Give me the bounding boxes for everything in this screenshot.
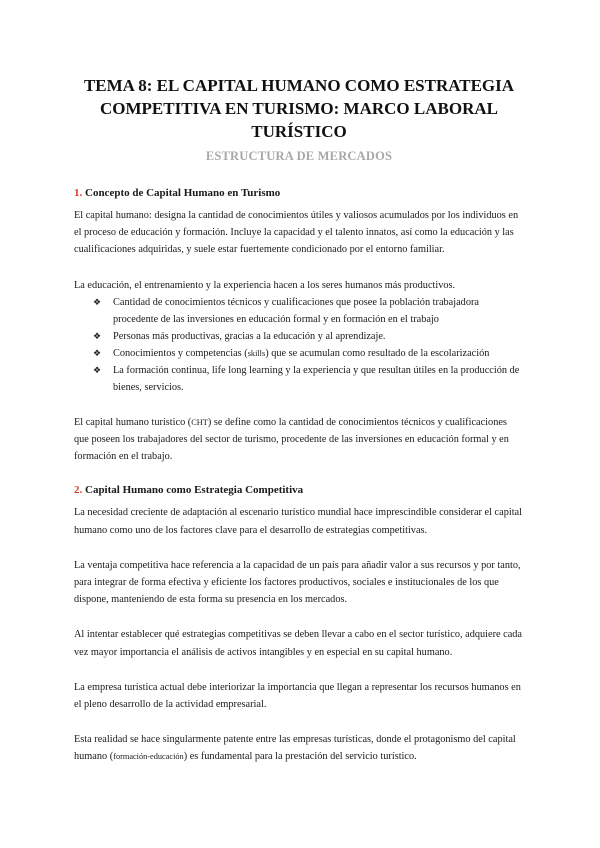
paragraph-text-before: El capital humano turístico ( xyxy=(74,416,192,428)
diamond-bullet-icon: ❖ xyxy=(93,364,102,375)
list-item-text: Cantidad de conocimientos técnicos y cualificaciones que posee la población trabajadora procedente de las inversiones en educación formal y en formación en el trabajo xyxy=(113,296,479,325)
paragraph-text-small: formación-educación xyxy=(113,752,184,762)
page-subtitle: ESTRUCTURA DE MERCADOS xyxy=(205,149,393,163)
list-item xyxy=(91,362,524,396)
section-1-heading xyxy=(74,186,524,200)
section-2-paragraph-1: La necesidad creciente de adaptación al escenario turístico mundial hace imprescindible considerar el capital humano como uno de los factores clave para el desarrollo de estrategias competitivas. xyxy=(74,507,522,536)
section-2-paragraph-3: Al intentar establecer qué estrategias competitivas se deben llevar a cabo en el sector turístico, adquiere cada vez mayor importancia el análisis de activos intangibles y en especial en su capital humano. xyxy=(74,629,523,658)
section-2-paragraph-2: La ventaja competitiva hace referencia a la capacidad de un país para añadir valor a sus recursos y por tanto, para integrar de forma efectiva y eficiente los factores productivos, sociales e institucionales de los que dispone, manteniendo de esta forma su presencia en los mercados. xyxy=(74,559,521,606)
list-item-text-after: ) que se acumulan como resultado de la escolarización xyxy=(265,347,490,359)
list-item-text: Personas más productivas, gracias a la educación y al aprendizaje. xyxy=(113,330,386,342)
list-item xyxy=(91,294,524,328)
section-1-number: 1. xyxy=(74,187,83,199)
title-line-1: TEMA 8: EL CAPITAL HUMANO COMO ESTRATEGIA xyxy=(83,76,515,95)
paragraph-text-before: Esta realidad se hace singularmente patente entre las empresas turísticas, donde el protagonismo del capital humano ( xyxy=(74,734,516,763)
title-line-3: TURÍSTICO xyxy=(251,122,347,141)
list-item-text-before: Conocimientos y competencias ( xyxy=(113,347,248,359)
section-1-paragraph-1: El capital humano: designa la cantidad de conocimientos útiles y valiosos acumulados por los individuos en el proceso de educación y formación. Incluye la capacidad y el talento innatos, así como la educación y las cualificaciones adquiridas, y suele estar fuertemente condicionado por el entorno familiar. xyxy=(74,210,519,256)
paragraph-text-after: ) es fundamental para la prestación del servicio turístico. xyxy=(183,751,417,763)
list-item xyxy=(91,345,524,362)
page-title xyxy=(74,74,524,143)
section-2-heading xyxy=(74,483,524,497)
diamond-bullet-icon: ❖ xyxy=(93,347,102,358)
diamond-bullet-icon: ❖ xyxy=(93,296,102,307)
section-1-paragraph-2: La educación, el entrenamiento y la experiencia hacen a los seres humanos más productivos. xyxy=(74,279,456,291)
section-1-title: Concepto de Capital Humano en Turismo xyxy=(85,187,281,199)
section-2-paragraph-4: La empresa turística actual debe interiorizar la importancia que llegan a representar los recursos humanos en el pleno desarrollo de la actividad empresarial. xyxy=(74,681,521,711)
diamond-bullet-icon: ❖ xyxy=(93,330,102,341)
section-2-paragraph-5 xyxy=(74,731,524,765)
list-item-text: La formación continua, life long learning y la experiencia y que resultan útiles en la producción de bienes, servicios. xyxy=(113,364,520,393)
section-2-title: Capital Humano como Estrategia Competitiva xyxy=(85,484,304,497)
section-2-number: 2. xyxy=(74,484,83,497)
paragraph-text-small: CHT xyxy=(191,417,208,427)
list-item-text-small: skills xyxy=(247,348,266,358)
section-1-bullet-list xyxy=(91,294,524,396)
paragraph-text-after: ) se define como la cantidad de conocimientos técnicos y cualificaciones que poseen los trabajadores del sector de turismo, procedente de las inversiones en educación formal y en formación en el trabajo. xyxy=(74,416,509,463)
list-item xyxy=(91,328,524,345)
section-1-paragraph-3 xyxy=(74,414,524,466)
title-line-2: COMPETITIVA EN TURISMO: MARCO LABORAL xyxy=(100,99,498,118)
